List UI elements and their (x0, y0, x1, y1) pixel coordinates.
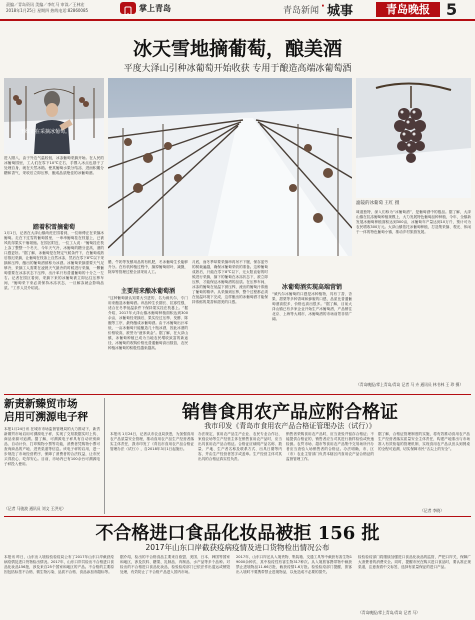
story3-body-d: 据了解，合格证管理制度的实施，将有效推动食用农产品生产经营者落实质量安全主体责任，构建产地准出与市场准入有效衔接的管理机制，实现食用农产品从田头到餐桌的全程可追溯，切实保障市民“舌尖上的安全”。 (378, 432, 470, 451)
story3-body-a: 本报讯 1月24日，记者从市农业局获悉，为加强食用农产品质量安全管理，推动食用农产品生产经营者落实主体责任，我市印发了《青岛市食用农产品合格证管理办法（试行）》，自2018年3月1日起施行。 (110, 432, 194, 451)
masthead-meta-line2: 2018年1月25日 星期四 热线电话:82860085 (6, 8, 89, 13)
paper-name: 青岛晚报 (386, 3, 430, 16)
story4-body-d: 检验检疫部门将继续加强进口食品化妆品的监管，严把口岸关，保障广大消费者的消费安全。同时，提醒市民在购买进口食品时，要认准正规渠道，注意查看中文标签，选择有质量保证的进口产品。 (358, 555, 471, 569)
story1-photo-vineyard (108, 78, 352, 256)
page-number: 5 (446, 0, 458, 19)
section-divider-2 (4, 516, 471, 517)
story4-body-a: 本报讯 昨日，山东出入境检验检疫局公布了2017年山东口岸截获疫病疫情及进口货物检出情况。2017年，山东口岸共检出不合格进口食品化妆品156批，涉及来自25个国家和地区的产品。不合格的主要原因包括标签不合格、微生物污染、品质不合格、食品添加剂超标等。 (4, 555, 114, 574)
story4-body-b: 据介绍，检出的不合格食品主要来自欧盟、美国、日本、韩国等国家和地区，涉及饮料、糖果、乳制品、肉制品、水产品等多个品种。对检出的不合格进口食品化妆品，检验检疫部门已依法作出退运或销毁处理，有效防止了不合格产品进入国内市场。 (120, 555, 230, 574)
story1-photo-worker (4, 78, 104, 154)
story1-body-c: “这种葡萄最认知要大引进的，名为威代尔，专门用来酿造冰葡萄酒。该品种生长期长、抗寒性强，适合在冬季低温条件下保持果实挂在枝蔓上。”据介绍，2017年大泽山镇冰葡萄种植面积达到300余亩，冰葡萄经采摘后，果实经过压榨、发酵、陈酿等工序，最终酿成冰葡萄酒。由于冰葡萄出汁率低，一亩冰葡萄只能酿造几十瓶冰酒，因此冰酒的价格较高，被誉为“液体黄金”。据了解，在大泽山镇，冰葡萄种植已成为当地农民增收致富的新途径，冰葡萄的收购价格比普通葡萄高出数倍，农民种植冰葡萄的积极性越来越高。 (108, 296, 188, 350)
story3-body-c: 销售者采购食用农产品时，应当查验并留存合格证；不能提供合格证的，销售者应当对其进行抽样检验或快速检测。农贸市场、超市等食用农产品集中交易场所开办者应当查验入场销售者的合格证。办法明确，市、区（市）农业主管部门负责本辖区内食用农产品合格证的监督管理工作。 (286, 432, 374, 461)
story1-photo1-caption: 王红正在采摘冰葡萄。 (20, 129, 71, 135)
section-dot: · (321, 1, 325, 12)
story1-byline: （青岛晚报/掌上青岛/青岛 记者 马 卉 通讯员 林书林 王 珍 摄） (356, 382, 464, 387)
story1-lead: 进入腊八，由于外边气温较低，冰冻葡萄采摘开始。在人民的冰葡萄园里，工人们在零下10℃左右，手摸入冰点也基于了处理自身，就在天然冰箱。使其葡萄水果分结冻、进而积累分糖和香气，采收后立即压榨，酿成品质绝佳的冰葡萄酒。 (4, 156, 104, 175)
story1-subhead: 平度大泽山引种冰葡萄开始收获 专用于酿造高端冰葡萄酒 (123, 64, 352, 74)
section-right: 城事 (327, 4, 354, 19)
story1-body-a: 1月1日，记者在大泽山镇尚虎庄园看到，一位师傅正在采摘冰葡萄。走在下过雪的葡萄园里，一串串葡萄挂在枝蔓上，已被风吹得果实干瘪皱缩。在园区附近，一位工人说：“葡萄挂在枝上冻了整整一个冬天，今年天气冷，冰葡萄的糖分更高，酒的口感更好。”据了解，冰葡萄是在特定气候条件下，在葡萄成熟后推迟采摘，让葡萄在枝条上自然冰冻，然后在零下8℃以下采摘和压榨，酿出的葡萄酒被称为冰酒。冰葡萄采摘需要天气足够冷，采摘工人需要在凌晨天气最冷的时候进行采摘，一颗葡萄需要在冰冻状态下压榨，出汁率只有普通葡萄的十分之一左右。记者在园区看到，采摘下来的冰葡萄被立即运往压榨车间，“葡萄采下来必须保持冰冻状态，一旦解冻就会影响品质。”工作人员介绍说。 (4, 231, 104, 290)
story3-headline: 销售食用农产品应附合格证 (182, 402, 398, 423)
story1-headline: 冰天雪地摘葡萄，酿美酒 (132, 38, 342, 60)
section-left: 青岛新闻 (283, 6, 320, 16)
column-divider (104, 398, 105, 514)
story1-body-f: 味道独特，深入们称为“冰葡萄酒”，是葡萄酒中的极品。据了解，大泽山镇在抗冻葡萄种植规模上，大力发展特色葡萄品种种植，今年，全镇新发展冰葡萄种植面积达到300亩，冰葡萄年产量达到10万斤，预计可为农民增收300万元。大泽山镇依托冰葡萄种植，打造集采摘、观光、休闲于一体的特色葡萄小镇，推动乡村旅游发展。 (356, 210, 471, 234)
paper-name-badge (376, 2, 440, 17)
story3-body-b: 办法规定，食用农产品生产企业、农民专业合作社、家庭农场等生产经营主体在销售食用农产品时，应当出具食用农产品合格证。合格证应载明产品名称、数量、产地、生产者名称及联系方式、出具日期等内容，并由生产经营者签字或盖章。生产经营主体对其出具的合格证真实性负责。 (198, 432, 282, 461)
masthead-meta-line1: 责编／青岛资讯 美编／李红马 审读／王林宏 (6, 2, 85, 7)
story1-body-d: 月底，而冬季却要采摘串再吊不下履，保存蓝劳的树裁遍越，确保冰葡萄采收的准备。这种葡萄成熟后，只能在零下8℃以下，无太阳直射的时候进行采摘，摘下的葡萄在冰冻状态下，被立即压榨，才能保证冰葡萄酒的品质。在压榨车间，冰冻的葡萄在低温下被压榨，流出的葡萄汁浓缩了葡萄的精华。从采摘到压榨，整个过程都必须在低温环境下完成，这样酿出的冰葡萄酒才能保持浓郁的果香和甜美的口感。 (192, 260, 268, 304)
story3-subhead: 我市印发《青岛市食用农产品合格证管理办法（试行）》 (204, 422, 376, 430)
story1-body-b: 醋，牛奶等发酵用品的有机肥，冬冰葡萄生长能够升分。在有机种植过程中，摘掉葡萄树叶，减摄，除草等管理过程全部采用人工。 (108, 260, 188, 274)
story1-body-e: “威代尔冰葡萄的口感是冰种植物，具有丁香、杏果、甜梨等多种香味和蜂蜜的口感，品质比普通葡萄酒高很多，价格也高出很多。”据了解，目前大泽山镇已有多家企业开始生产冰葡萄酒，产品销往北京、上海等大城市，冰葡萄酒的市场前景非常广阔。 (272, 292, 352, 321)
masthead-rule (0, 19, 475, 21)
story2-headline2: 启用可溯源电子秤 (4, 411, 88, 423)
story1-photo2-caption: 滤镜的冰葡萄 王红 摄 (356, 201, 400, 206)
story1-photo-grapes (356, 78, 471, 198)
story1-subtitle-a: 踏着积雪摘葡萄 (32, 224, 75, 231)
story1-subtitle-b: 主要用来酿冰葡萄酒 (120, 288, 175, 295)
app-logo-icon (120, 2, 136, 14)
story4-headline: 不合格进口食品化妆品被拒 156 批 (95, 523, 380, 544)
story3-byline: （记者 李晓） (420, 508, 444, 513)
section-divider-1 (4, 394, 471, 395)
story2-headline: 新责新臻贸市场 (4, 398, 78, 410)
story4-subhead: 2017年山东口岸截获疫病疫情及进口货物检出情况公布 (145, 543, 330, 552)
app-label: 掌上青岛 (139, 4, 171, 13)
story2-body: 本报1月24日讯 在城市市场监督管理局的大力推动下，新责新臻贸市场启用可溯源电子秤，实现了交易数据实时上传、商品来源可追溯。据了解，可溯源电子秤具有自动识别商品、自动计价、打印购物小票等功能，消费者凭购物小票可查询商品的产地、进货渠道等信息。该电子秤的启用，进一步规范了市场经营秩序，保障了消费者的合法权益，让市民买得放心、吃得安心。目前，市场内已有100余台可溯源电子秤投入使用。 (4, 427, 100, 466)
story4-byline: （青岛晚报/掌上青岛/青岛 记者 马） (358, 610, 420, 615)
story2-byline: （记者 马骏波 通讯员 刘文 王洪光） (4, 506, 66, 511)
story1-subtitle-c: 冰葡萄酒实现高端营销 (281, 284, 342, 291)
story4-body-c: 2017年，山东口岸还从入境货物、集装箱、交通工具等中截获有害生物19000余种次，其中检疫性有害生物317种次。从入境旅客携带物中截获禁止进境物品11.66万批，截获疫情1.6万批。检验检疫部门提醒，旅客出入境时不要携带禁止进境物品，以免造成不必要的损失。 (236, 555, 352, 574)
